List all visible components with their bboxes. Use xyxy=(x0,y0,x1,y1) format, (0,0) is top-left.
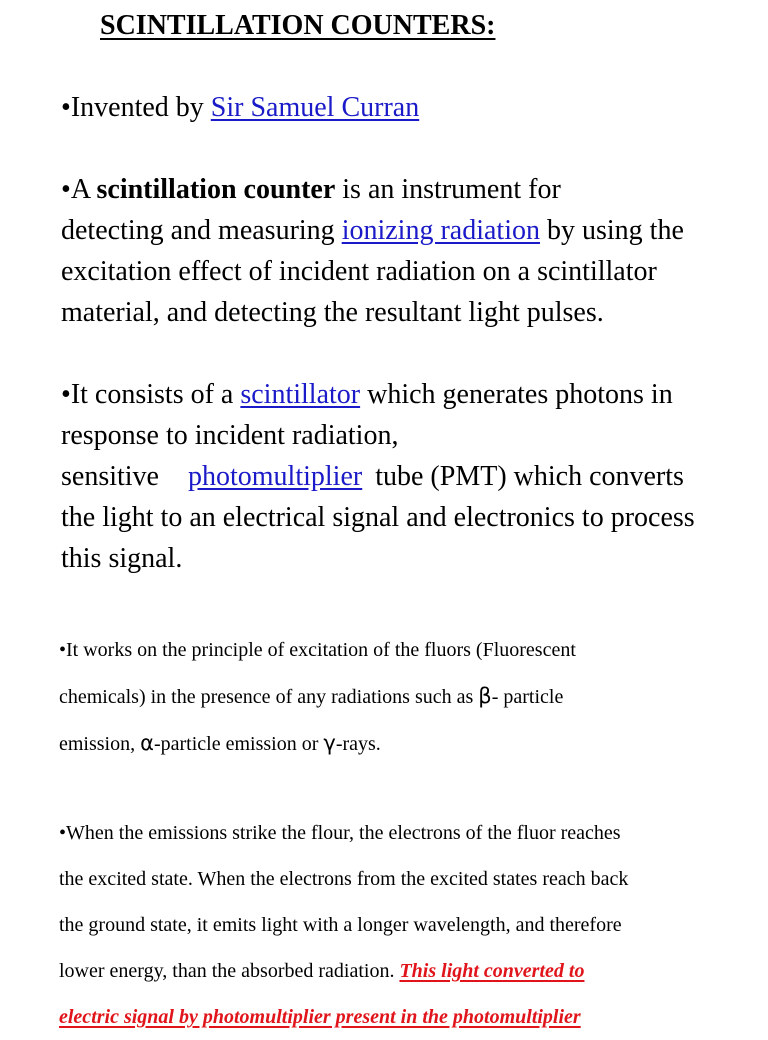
line: material, and detecting the resultant light pulses. xyxy=(61,297,604,328)
paragraph-mechanism xyxy=(59,810,749,1040)
bullet: • xyxy=(59,822,67,844)
link-photomultiplier[interactable]: photomultiplier xyxy=(188,461,363,492)
line xyxy=(59,948,749,994)
line xyxy=(59,627,749,673)
link-sir-samuel-curran[interactable]: Sir Samuel Curran xyxy=(210,92,420,123)
paragraph-principle xyxy=(59,627,749,767)
text: When the emissions strike the flour, the electrons of the fluor reaches xyxy=(66,822,621,844)
text: chemicals) in the presence of any radiations such as xyxy=(59,686,479,708)
page-title: SCINTILLATION COUNTERS: xyxy=(100,10,496,41)
text: is an instrument for xyxy=(335,174,561,205)
text: sensitive xyxy=(61,461,166,492)
line xyxy=(61,456,761,497)
text: -particle emission or xyxy=(153,733,324,755)
bullet: • xyxy=(61,379,71,410)
text: by using the xyxy=(539,215,684,246)
text: Invented by xyxy=(70,92,211,123)
bullet: • xyxy=(61,92,71,123)
paragraph-components xyxy=(61,374,761,579)
gamma-symbol: γ xyxy=(323,731,336,755)
line xyxy=(59,720,749,767)
link-ionizing-radiation[interactable]: ionizing radiation xyxy=(341,215,540,246)
line xyxy=(59,810,749,856)
line xyxy=(61,374,761,415)
paragraph-definition xyxy=(61,169,761,333)
line xyxy=(61,210,761,251)
bullet: • xyxy=(59,639,67,661)
text: It works on the principle of excitation of the fluors (Fluorescent xyxy=(66,639,576,661)
beta-symbol: β xyxy=(478,684,492,708)
text: which generates photons in xyxy=(360,379,673,410)
text: -rays. xyxy=(335,733,381,755)
line: the excited state. When the electrons from the excited states reach back xyxy=(59,868,629,890)
bullet: • xyxy=(61,174,71,205)
line xyxy=(61,169,761,210)
highlighted-text: electric signal by photomultiplier present in the photomultiplier xyxy=(59,1006,581,1028)
link-scintillator[interactable]: scintillator xyxy=(240,379,361,410)
line: the light to an electrical signal and electronics to process xyxy=(61,502,695,533)
text: A xyxy=(70,174,97,205)
text: lower energy, than the absorbed radiation. xyxy=(59,960,400,982)
line: response to incident radiation, xyxy=(61,420,399,451)
text: - particle xyxy=(491,686,564,708)
text: detecting and measuring xyxy=(61,215,342,246)
text: It consists of a xyxy=(70,379,241,410)
line: the ground state, it emits light with a longer wavelength, and therefore xyxy=(59,914,622,936)
paragraph-inventor xyxy=(61,87,761,128)
text: tube (PMT) which converts xyxy=(368,461,684,492)
highlighted-text: This light converted to xyxy=(399,960,585,982)
line: this signal. xyxy=(61,543,183,574)
line xyxy=(59,673,749,720)
line: excitation effect of incident radiation on a scintillator xyxy=(61,256,657,287)
alpha-symbol: α xyxy=(140,731,154,755)
line xyxy=(61,87,761,128)
text: emission, xyxy=(59,733,141,755)
bold-term: scintillation counter xyxy=(96,174,336,205)
